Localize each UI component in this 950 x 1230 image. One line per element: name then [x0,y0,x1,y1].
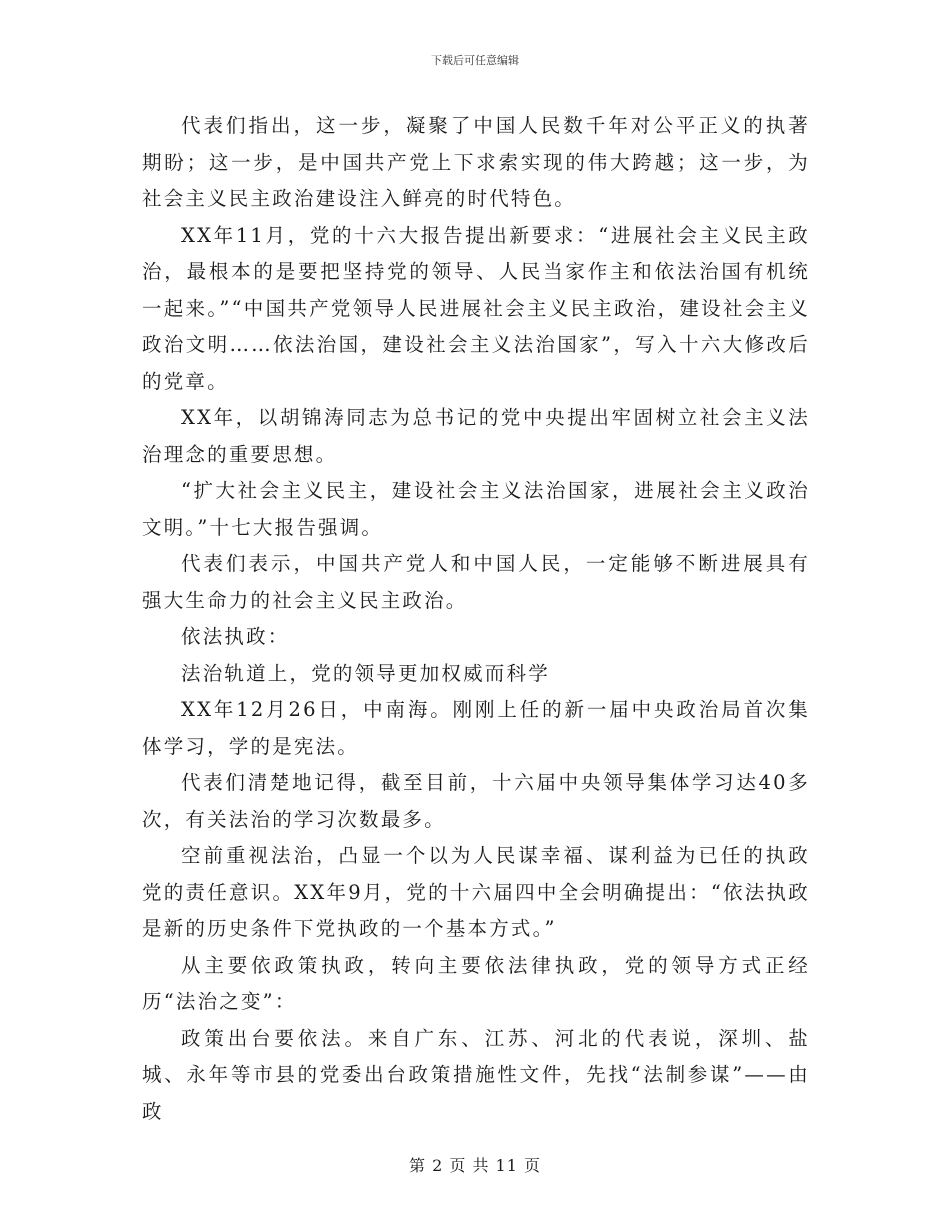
document-body [142,108,810,1130]
paragraph: 空前重视法治，凸显一个以为人民谋幸福、谋利益为已任的执政党的责任意识。XX年9月，党的十六届四中全会明确提出：“依法执政是新的历史条件下党执政的一个基本方式。” [142,844,810,940]
page-header: 下载后可任意编辑 [431,54,519,67]
paragraph: XX年12月26日，中南海。刚刚上任的新一届中央政治局首次集体学习，学的是宪法。 [142,698,810,758]
section-subheading: 法治轨道上，党的领导更加权威而科学 [181,661,550,685]
paragraph: 政策出台要依法。来自广东、江苏、河北的代表说，深圳、盐城、永年等市县的党委出台政策措施性文件，先找“法制参谋”——由政 [142,1026,810,1123]
section-heading: 依法执政： [181,625,290,648]
paragraph: “扩大社会主义民主，建设社会主义法治国家，进展社会主义政治文明。”十七大报告强调。 [142,479,810,539]
paragraph: 代表们指出，这一步，凝聚了中国人民数千年对公平正义的执著期盼；这一步，是中国共产党上下求索实现的伟大跨越；这一步，为社会主义民主政治建设注入鲜亮的时代特色。 [142,114,810,210]
paragraph: 代表们表示，中国共产党人和中国人民，一定能够不断进展具有强大生命力的社会主义民主政治。 [142,552,810,612]
page-number: 第 2 页 共 11 页 [409,1156,541,1175]
paragraph: XX年11月，党的十六大报告提出新要求：“进展社会主义民主政治，最根本的是要把坚持党的领导、人民当家作主和依法治国有机统一起来。”“中国共产党领导人民进展社会主义民主政治，建设社会主义政治文明……依法治国，建设社会主义法治国家”，写入十六大修改后的党章。 [142,223,810,393]
paragraph: 从主要依政策执政，转向主要依法律执政，党的领导方式正经历“法治之变”： [142,953,810,1013]
paragraph: XX年，以胡锦涛同志为总书记的党中央提出牢固树立社会主义法治理念的重要思想。 [142,406,810,466]
paragraph: 代表们清楚地记得，截至目前，十六届中央领导集体学习达40多次，有关法治的学习次数最多。 [142,771,810,831]
